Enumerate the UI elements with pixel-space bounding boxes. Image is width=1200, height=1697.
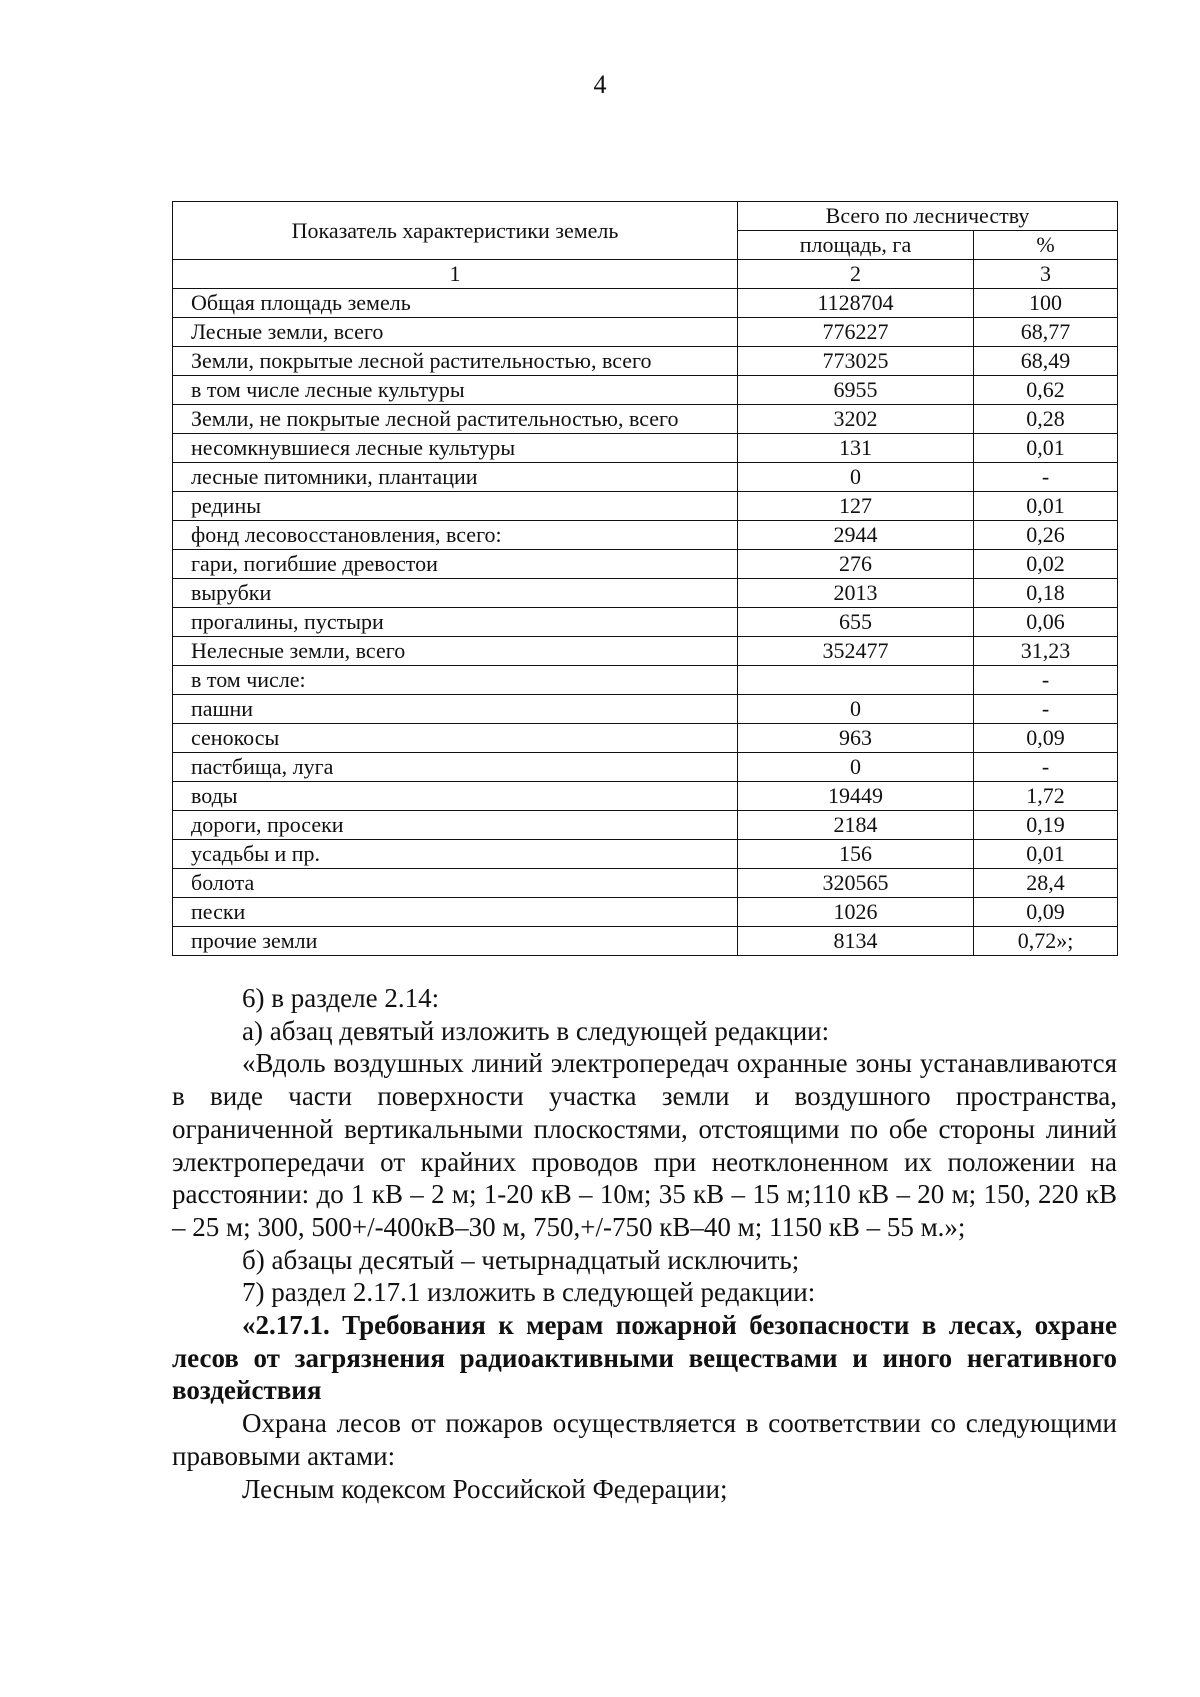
table-row — [173, 811, 1118, 840]
row-area-value: 156 — [738, 840, 974, 869]
row-area-value: 127 — [738, 492, 974, 521]
row-percent-value: 0,02 — [974, 550, 1118, 579]
column-number: 1 — [173, 260, 738, 289]
row-percent-value: 0,28 — [974, 405, 1118, 434]
row-percent-value: 0,01 — [974, 434, 1118, 463]
paragraph-protection-zones: «Вдоль воздушных линий электропередач охранные зоны устанавливаются в виде части поверхности участка земли и воздушного пространства, ограниченной вертикальными плоскостями, отстоящими по обе стороны линий электропередачи от крайних проводов при неотклоненном их положении на расстоянии: до 1 кВ – 2 м; 1-20 кВ – 10м; 35 кВ – 15 м;110 кВ – 20 м; 150, 220 кВ – 25 м; 300, 500+/-400кВ–30 м, 750,+/-750 кВ–40 м; 1150 кВ – 55 м.»; — [172, 1048, 1117, 1242]
row-area-value: 19449 — [738, 782, 974, 811]
row-percent-value: 100 — [974, 289, 1118, 318]
table-row — [173, 782, 1118, 811]
column-number: 2 — [738, 260, 974, 289]
table-row — [173, 521, 1118, 550]
table-row — [173, 289, 1118, 318]
row-indicator-name: прочие земли — [173, 927, 738, 956]
page-number: 4 — [593, 70, 607, 99]
row-indicator-name: пашни — [173, 695, 738, 724]
row-percent-value: 0,09 — [974, 724, 1118, 753]
table-row — [173, 318, 1118, 347]
paragraph-forest-code: Лесным кодексом Российской Федерации; — [242, 1473, 728, 1504]
table-row — [173, 927, 1118, 956]
header-forestry-total: Всего по лесничеству — [738, 202, 1118, 231]
row-area-value: 3202 — [738, 405, 974, 434]
row-indicator-name: в том числе лесные культуры — [173, 376, 738, 405]
row-area-value: 2013 — [738, 579, 974, 608]
paragraph-item-b: б) абзацы десятый – четырнадцатый исключить; — [242, 1244, 800, 1275]
row-percent-value: 31,23 — [974, 637, 1118, 666]
table-row — [173, 608, 1118, 637]
table-row — [173, 347, 1118, 376]
row-indicator-name: редины — [173, 492, 738, 521]
row-area-value: 1128704 — [738, 289, 974, 318]
row-percent-value: - — [974, 695, 1118, 724]
section-heading-text: «2.17.1. Требования к мерам пожарной безопасности в лесах, охране лесов от загрязнения радиоактивными веществами и иного негативного воздействия — [172, 1310, 1117, 1406]
row-area-value: 131 — [738, 434, 974, 463]
row-indicator-name: вырубки — [173, 579, 738, 608]
row-indicator-name: в том числе: — [173, 666, 738, 695]
row-area-value: 352477 — [738, 637, 974, 666]
header-indicator: Показатель характеристики земель — [173, 202, 738, 260]
row-percent-value: 68,49 — [974, 347, 1118, 376]
paragraph-fire-protection: Охрана лесов от пожаров осуществляется в соответствии со следующими правовыми актами: — [172, 1408, 1117, 1471]
row-percent-value: 0,72»; — [974, 927, 1118, 956]
row-percent-value: 0,09 — [974, 898, 1118, 927]
row-percent-value: 0,26 — [974, 521, 1118, 550]
row-area-value: 8134 — [738, 927, 974, 956]
row-indicator-name: сенокосы — [173, 724, 738, 753]
table-row — [173, 376, 1118, 405]
land-characteristics-table — [172, 201, 1118, 956]
paragraph-section-214: 6) в разделе 2.14: — [242, 983, 440, 1013]
row-percent-value: - — [974, 753, 1118, 782]
row-percent-value: 0,19 — [974, 811, 1118, 840]
row-indicator-name: усадьбы и пр. — [173, 840, 738, 869]
row-percent-value: - — [974, 666, 1118, 695]
table-row — [173, 695, 1118, 724]
row-area-value: 773025 — [738, 347, 974, 376]
table-row — [173, 898, 1118, 927]
table-row — [173, 869, 1118, 898]
row-area-value: 6955 — [738, 376, 974, 405]
row-area-value: 0 — [738, 463, 974, 492]
paragraph-section-2171: 7) раздел 2.17.1 изложить в следующей редакции: — [242, 1277, 816, 1308]
row-percent-value: 0,06 — [974, 608, 1118, 637]
row-indicator-name: Земли, не покрытые лесной растительностью, всего — [173, 405, 738, 434]
table-row — [173, 434, 1118, 463]
row-indicator-name: пастбища, луга — [173, 753, 738, 782]
row-indicator-name: прогалины, пустыри — [173, 608, 738, 637]
table-header-row — [173, 202, 1118, 231]
table-row — [173, 840, 1118, 869]
row-indicator-name: болота — [173, 869, 738, 898]
row-area-value: 0 — [738, 753, 974, 782]
row-percent-value: 0,62 — [974, 376, 1118, 405]
table-row — [173, 463, 1118, 492]
paragraph-item-a: а) абзац девятый изложить в следующей редакции: — [242, 1015, 830, 1046]
row-percent-value: - — [974, 463, 1118, 492]
row-area-value — [738, 666, 974, 695]
row-indicator-name: воды — [173, 782, 738, 811]
document-body — [172, 982, 1117, 1505]
table-row — [173, 579, 1118, 608]
row-area-value: 0 — [738, 695, 974, 724]
table-row — [173, 492, 1118, 521]
row-indicator-name: дороги, просеки — [173, 811, 738, 840]
row-indicator-name: несомкнувшиеся лесные культуры — [173, 434, 738, 463]
column-number: 3 — [974, 260, 1118, 289]
row-percent-value: 1,72 — [974, 782, 1118, 811]
row-percent-value: 0,18 — [974, 579, 1118, 608]
row-area-value: 1026 — [738, 898, 974, 927]
row-area-value: 2944 — [738, 521, 974, 550]
row-percent-value: 68,77 — [974, 318, 1118, 347]
table-row — [173, 550, 1118, 579]
header-area: площадь, га — [738, 231, 974, 260]
header-percent: % — [974, 231, 1118, 260]
row-indicator-name: Лесные земли, всего — [173, 318, 738, 347]
row-indicator-name: Земли, покрытые лесной растительностью, всего — [173, 347, 738, 376]
row-indicator-name: Общая площадь земель — [173, 289, 738, 318]
table-row — [173, 724, 1118, 753]
row-indicator-name: пески — [173, 898, 738, 927]
row-area-value: 320565 — [738, 869, 974, 898]
row-area-value: 776227 — [738, 318, 974, 347]
row-indicator-name: лесные питомники, плантации — [173, 463, 738, 492]
row-percent-value: 0,01 — [974, 840, 1118, 869]
row-indicator-name: фонд лесовосстановления, всего: — [173, 521, 738, 550]
row-indicator-name: гари, погибшие древостои — [173, 550, 738, 579]
table-row — [173, 753, 1118, 782]
column-number-row — [173, 260, 1118, 289]
row-indicator-name: Нелесные земли, всего — [173, 637, 738, 666]
row-percent-value: 0,01 — [974, 492, 1118, 521]
row-area-value: 276 — [738, 550, 974, 579]
row-area-value: 655 — [738, 608, 974, 637]
table-row — [173, 666, 1118, 695]
section-heading — [172, 1309, 1117, 1407]
row-area-value: 2184 — [738, 811, 974, 840]
table-row — [173, 637, 1118, 666]
row-percent-value: 28,4 — [974, 869, 1118, 898]
table-row — [173, 405, 1118, 434]
row-area-value: 963 — [738, 724, 974, 753]
